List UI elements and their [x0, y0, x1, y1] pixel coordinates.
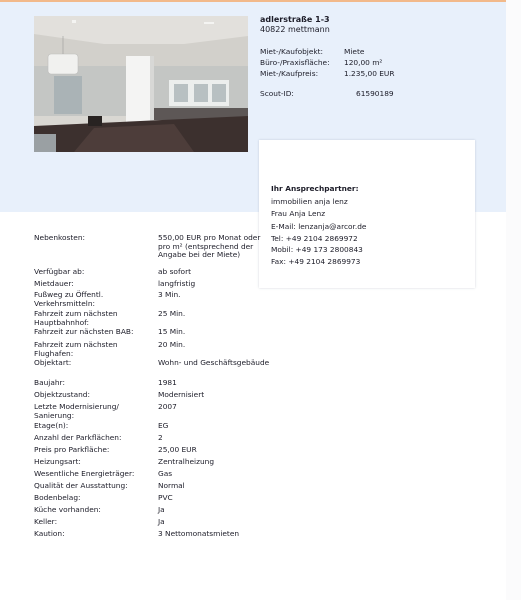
- detail-value: Zentralheizung: [158, 457, 215, 466]
- summary-label: Miet-/Kaufobjekt:: [260, 47, 324, 56]
- summary-label: Miet-/Kaufpreis:: [260, 69, 319, 78]
- detail-value: Ja: [158, 505, 165, 514]
- contact-heading: Ihr Ansprechpartner:: [271, 184, 359, 193]
- page-edge: [506, 0, 521, 600]
- detail-label: Preis pro Parkfläche:: [34, 445, 110, 454]
- detail-value: 3 Min.: [158, 290, 181, 299]
- address-block: [260, 15, 330, 35]
- detail-label: Anzahl der Parkflächen:: [34, 433, 122, 442]
- detail-value: Wohn- und Geschäftsgebäude: [158, 358, 270, 367]
- detail-value: 550,00 EUR pro Monat oder pro m² (entsprechend der Angabe bei der Miete): [158, 233, 261, 260]
- contact-card: [259, 140, 475, 288]
- detail-value: EG: [158, 421, 169, 430]
- detail-label: Etage(n):: [34, 421, 69, 430]
- detail-value: 25,00 EUR: [158, 445, 197, 454]
- detail-value: PVC: [158, 493, 173, 502]
- summary-label: Büro-/Praxisfläche:: [260, 58, 330, 67]
- detail-label: Objektzustand:: [34, 390, 90, 399]
- detail-label: Fahrzeit zur nächsten BAB:: [34, 327, 134, 336]
- detail-label: Baujahr:: [34, 378, 65, 387]
- detail-label: Fahrzeit zum nächsten Hauptbahnhof:: [34, 309, 118, 327]
- detail-value: ab sofort: [158, 267, 192, 276]
- summary-value: Miete: [344, 47, 365, 56]
- detail-label: Fahrzeit zum nächsten Flughafen:: [34, 340, 118, 358]
- detail-label: Objektart:: [34, 358, 72, 367]
- summary-value: 1.235,00 EUR: [344, 69, 395, 78]
- detail-label: Heizungsart:: [34, 457, 81, 466]
- detail-value: Normal: [158, 481, 185, 490]
- contact-email[interactable]: E-Mail: lenzanja@arcor.de: [271, 222, 367, 231]
- contact-phone: Tel: +49 2104 2869972: [271, 234, 358, 243]
- detail-value: 25 Min.: [158, 309, 186, 318]
- scout-id-value: 61590189: [356, 89, 394, 98]
- detail-label: Verfügbar ab:: [34, 267, 85, 276]
- detail-value: 2: [158, 433, 163, 442]
- detail-value: 20 Min.: [158, 340, 186, 349]
- detail-value: 15 Min.: [158, 327, 186, 336]
- property-photo: [34, 16, 248, 152]
- contact-mobile: Mobil: +49 173 2800843: [271, 245, 363, 254]
- contact-name: Frau Anja Lenz: [271, 209, 326, 218]
- detail-value: langfristig: [158, 279, 196, 288]
- detail-label: Küche vorhanden:: [34, 505, 101, 514]
- detail-label: Letzte Modernisierung/ Sanierung:: [34, 402, 119, 420]
- detail-label: Kaution:: [34, 529, 65, 538]
- detail-label: Qualität der Ausstattung:: [34, 481, 128, 490]
- detail-value: 2007: [158, 402, 177, 411]
- detail-label: Mietdauer:: [34, 279, 74, 288]
- detail-value: 1981: [158, 378, 177, 387]
- summary-value: 120,00 m²: [344, 58, 383, 67]
- detail-label: Nebenkosten:: [34, 233, 86, 242]
- contact-company: immobilien anja lenz: [271, 197, 348, 206]
- scout-id-label: Scout-ID:: [260, 89, 294, 98]
- detail-value: Ja: [158, 517, 165, 526]
- detail-label: Bodenbelag:: [34, 493, 81, 502]
- detail-value: 3 Nettomonatsmieten: [158, 529, 240, 538]
- office-interior-image: [34, 16, 248, 152]
- contact-fax: Fax: +49 2104 2869973: [271, 257, 361, 266]
- address-street: adlerstraße 1-3: [260, 15, 330, 24]
- detail-label: Fußweg zu Öffentl. Verkehrsmitteln:: [34, 290, 104, 308]
- detail-value: Gas: [158, 469, 173, 478]
- detail-label: Wesentliche Energieträger:: [34, 469, 135, 478]
- detail-label: Keller:: [34, 517, 58, 526]
- detail-value: Modernisiert: [158, 390, 205, 399]
- address-city: 40822 mettmann: [260, 25, 330, 34]
